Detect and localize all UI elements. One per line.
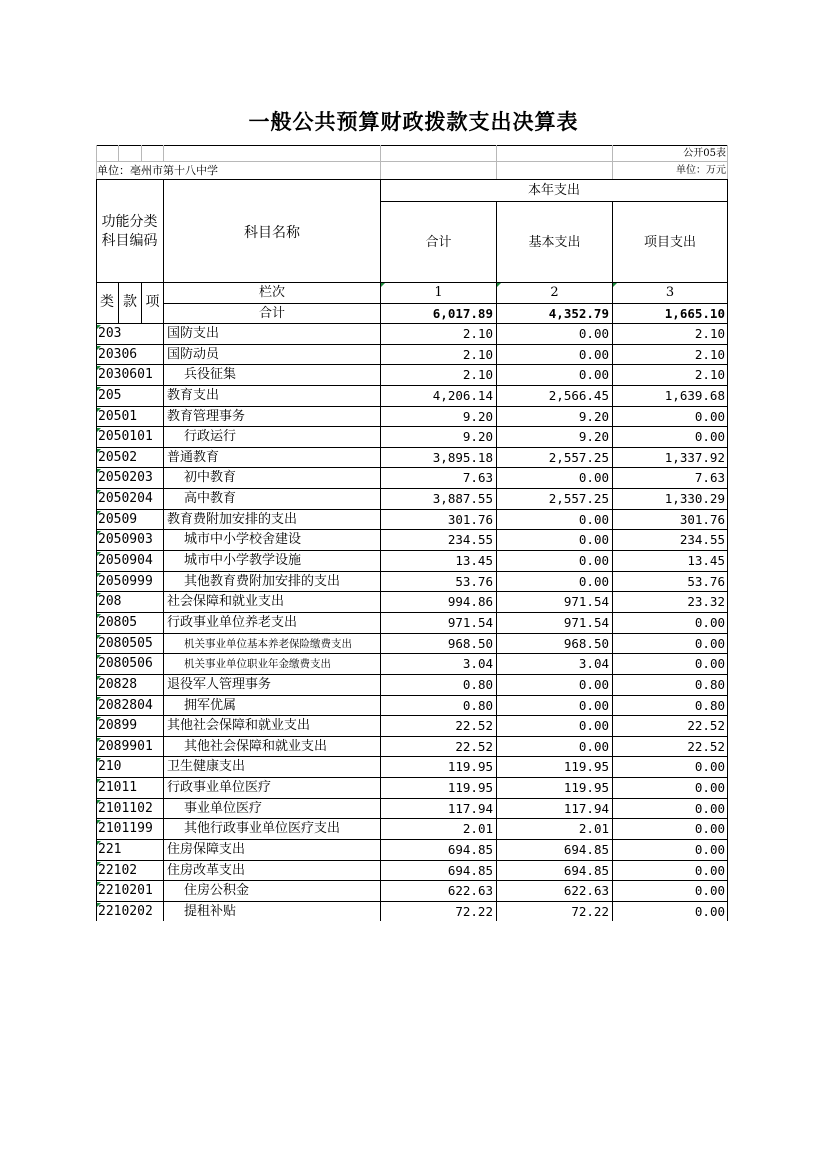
table-row <box>96 675 728 696</box>
row-project: 2.10 <box>694 346 725 362</box>
cell-marker-icon <box>97 531 101 535</box>
row-project: 234.55 <box>679 532 725 548</box>
row-total: 53.76 <box>455 573 493 589</box>
row-code: 20502 <box>98 449 138 465</box>
row-project: 7.63 <box>694 470 725 486</box>
row-name: 普通教育 <box>167 449 220 465</box>
row-project: 0.00 <box>694 883 725 899</box>
row-project: 0.00 <box>694 635 725 651</box>
table-row <box>96 799 728 820</box>
row-code: 2050999 <box>98 573 153 589</box>
table-row <box>96 489 728 510</box>
row-basic: 2,566.45 <box>548 387 609 403</box>
sum-total: 6,017.89 <box>432 306 493 321</box>
row-code: 20899 <box>98 718 138 734</box>
cell-marker-icon <box>97 655 101 659</box>
cell-marker-icon <box>97 614 101 618</box>
table-row <box>96 324 728 345</box>
row-code: 2080506 <box>98 656 153 672</box>
row-code: 2030601 <box>98 367 153 383</box>
row-project: 0.00 <box>694 408 725 424</box>
row-code: 208 <box>98 594 122 610</box>
row-total: 2.10 <box>462 326 493 341</box>
cell-marker-icon <box>97 820 101 824</box>
cell-marker-icon <box>97 387 101 391</box>
sum-label: 合计 <box>258 306 285 321</box>
table-row <box>96 407 728 428</box>
table-row <box>96 840 728 861</box>
cell-marker-icon <box>97 325 101 329</box>
row-name: 住房公积金 <box>184 883 250 899</box>
row-project: 0.00 <box>694 759 725 775</box>
row-name: 住房改革支出 <box>167 862 246 878</box>
row-basic: 117.94 <box>563 800 609 816</box>
row-total: 9.20 <box>462 429 493 445</box>
row-total: 968.50 <box>447 635 493 651</box>
row-total: 234.55 <box>447 532 493 548</box>
row-code: 20828 <box>98 676 138 692</box>
row-name: 兵役征集 <box>184 367 237 383</box>
row-code: 20306 <box>98 346 138 362</box>
row-total: 7.63 <box>462 470 493 486</box>
row-project: 0.00 <box>694 800 725 816</box>
row-name: 高中教育 <box>184 491 237 507</box>
row-code: 2050101 <box>98 429 153 445</box>
row-name: 教育费附加安排的支出 <box>167 511 298 527</box>
header-total: 合计 <box>425 235 452 250</box>
row-code: 2101102 <box>98 800 153 816</box>
row-project: 0.00 <box>694 614 725 630</box>
row-basic: 0.00 <box>578 738 609 754</box>
row-name: 行政事业单位医疗 <box>167 780 272 796</box>
row-code: 2080505 <box>98 635 153 651</box>
row-project: 22.52 <box>687 718 725 734</box>
col-index-3: 3 <box>665 285 675 300</box>
row-basic: 2,557.25 <box>548 449 609 465</box>
row-code: 2089901 <box>98 738 153 754</box>
row-code: 203 <box>98 326 122 341</box>
form-number: 公开05表 <box>683 148 726 159</box>
row-code: 210 <box>98 759 122 775</box>
table-row <box>96 572 728 593</box>
row-total: 3,887.55 <box>432 491 493 507</box>
table-row <box>96 654 728 675</box>
header-code: 功能分类 科目编码 <box>101 214 158 249</box>
header-column-no: 栏次 <box>258 285 285 300</box>
row-total: 694.85 <box>447 862 493 878</box>
row-basic: 968.50 <box>563 635 609 651</box>
cell-marker-icon <box>97 676 101 680</box>
row-code: 21011 <box>98 780 138 796</box>
row-project: 0.00 <box>694 780 725 796</box>
table-row <box>96 448 728 469</box>
table-row <box>96 386 728 407</box>
row-name: 城市中小学教学设施 <box>184 553 302 569</box>
row-code: 2210201 <box>98 883 153 899</box>
row-basic: 72.22 <box>571 903 609 919</box>
header-xiang: 项 <box>145 294 160 310</box>
row-total: 3.04 <box>462 656 493 672</box>
row-code: 2050204 <box>98 491 153 507</box>
cell-marker-icon <box>97 758 101 762</box>
cell-marker-icon <box>97 449 101 453</box>
sum-basic: 4,352.79 <box>548 306 609 321</box>
cell-marker-icon <box>97 408 101 412</box>
row-basic: 2.01 <box>578 821 609 837</box>
table-row <box>96 902 728 923</box>
row-name: 其他社会保障和就业支出 <box>184 738 328 754</box>
table-row <box>96 716 728 737</box>
header-kuan: 款 <box>123 294 137 310</box>
row-name: 其他行政事业单位医疗支出 <box>184 821 341 837</box>
cell-marker-icon <box>97 593 101 597</box>
row-total: 0.80 <box>462 697 493 713</box>
cell-marker-icon <box>97 738 101 742</box>
row-total: 2.10 <box>462 346 493 362</box>
row-total: 3,895.18 <box>432 449 493 465</box>
row-name: 退役军人管理事务 <box>167 676 272 692</box>
row-code: 2050903 <box>98 532 153 548</box>
row-project: 0.00 <box>694 429 725 445</box>
row-basic: 622.63 <box>563 883 609 899</box>
row-code: 22102 <box>98 862 138 878</box>
unit-label: 单位：亳州市第十八中学 <box>97 164 218 177</box>
row-total: 72.22 <box>455 903 493 919</box>
row-basic: 0.00 <box>578 470 609 486</box>
row-total: 0.80 <box>462 676 493 692</box>
row-basic: 694.85 <box>563 862 609 878</box>
row-name: 拥军优属 <box>184 697 237 713</box>
table-row <box>96 778 728 799</box>
row-code: 2210202 <box>98 903 153 919</box>
cell-marker-icon <box>97 428 101 432</box>
table-row <box>96 365 728 386</box>
row-code: 20501 <box>98 408 138 424</box>
row-project: 13.45 <box>687 553 725 569</box>
row-project: 0.80 <box>694 697 725 713</box>
row-name: 城市中小学校舍建设 <box>184 532 302 548</box>
table-row <box>96 757 728 778</box>
row-name: 机关事业单位基本养老保险缴费支出 <box>184 637 352 650</box>
row-basic: 0.00 <box>578 697 609 713</box>
header-project: 项目支出 <box>643 235 696 250</box>
cell-marker-icon <box>97 779 101 783</box>
row-code: 2082804 <box>98 697 153 713</box>
row-project: 23.32 <box>687 594 725 610</box>
header-basic: 基本支出 <box>528 235 581 250</box>
cell-marker-icon <box>97 346 101 350</box>
row-basic: 0.00 <box>578 511 609 527</box>
row-name: 国防动员 <box>167 346 220 362</box>
row-name: 国防支出 <box>167 326 220 341</box>
cell-marker-icon <box>97 469 101 473</box>
row-name: 教育支出 <box>167 387 220 403</box>
row-basic: 119.95 <box>563 780 609 796</box>
row-total: 22.52 <box>455 718 493 734</box>
row-basic: 9.20 <box>578 429 609 445</box>
table-row <box>96 345 728 366</box>
cell-marker-icon <box>97 841 101 845</box>
row-code: 2050904 <box>98 553 153 569</box>
cell-marker-icon <box>97 490 101 494</box>
row-total: 119.95 <box>447 759 493 775</box>
table-row <box>96 551 728 572</box>
row-basic: 3.04 <box>578 656 609 672</box>
cell-marker-icon <box>97 862 101 866</box>
cell-marker-icon <box>97 800 101 804</box>
table-row <box>96 737 728 758</box>
table-row <box>96 696 728 717</box>
cell-marker-icon <box>97 511 101 515</box>
row-project: 1,330.29 <box>664 491 725 507</box>
row-basic: 0.00 <box>578 718 609 734</box>
cell-marker-icon <box>97 573 101 577</box>
row-code: 20805 <box>98 614 138 630</box>
row-basic: 119.95 <box>563 759 609 775</box>
row-basic: 694.85 <box>563 842 609 857</box>
row-total: 119.95 <box>447 780 493 796</box>
cell-marker-icon <box>97 882 101 886</box>
header-lei: 类 <box>100 294 114 310</box>
row-code: 205 <box>98 387 122 403</box>
table-row <box>96 510 728 531</box>
row-basic: 0.00 <box>578 532 609 548</box>
page-title: 一般公共预算财政拨款支出决算表 <box>248 110 579 134</box>
table-row <box>96 592 728 613</box>
col-index-1: 1 <box>434 285 443 300</box>
row-total: 9.20 <box>462 408 493 424</box>
row-project: 0.00 <box>694 862 725 878</box>
row-basic: 0.00 <box>578 676 609 692</box>
row-name: 卫生健康支出 <box>167 759 246 775</box>
cell-marker-icon <box>97 366 101 370</box>
row-code: 20509 <box>98 511 138 527</box>
row-basic: 971.54 <box>563 614 609 630</box>
cell-marker-icon <box>97 697 101 701</box>
table-row <box>96 819 728 840</box>
row-name: 社会保障和就业支出 <box>167 594 285 610</box>
row-total: 2.01 <box>462 821 493 837</box>
table-row <box>96 861 728 882</box>
row-name: 行政运行 <box>184 429 237 445</box>
row-project: 2.10 <box>694 326 725 341</box>
row-basic: 2,557.25 <box>548 491 609 507</box>
row-total: 301.76 <box>447 511 493 527</box>
unit-measure: 单位：万元 <box>676 165 726 176</box>
row-total: 971.54 <box>447 614 493 630</box>
table-row <box>96 613 728 634</box>
row-name: 行政事业单位养老支出 <box>167 614 298 630</box>
row-project: 0.00 <box>694 656 725 672</box>
row-name: 事业单位医疗 <box>184 800 263 816</box>
cell-marker-icon <box>97 717 101 721</box>
budget-table <box>96 145 728 921</box>
row-basic: 0.00 <box>578 367 609 383</box>
row-basic: 9.20 <box>578 408 609 424</box>
row-basic: 0.00 <box>578 326 609 341</box>
row-code: 2101199 <box>98 821 153 837</box>
row-total: 22.52 <box>455 738 493 754</box>
row-project: 2.10 <box>694 367 725 383</box>
table-row <box>96 530 728 551</box>
row-basic: 0.00 <box>578 573 609 589</box>
row-project: 53.76 <box>687 573 725 589</box>
row-project: 301.76 <box>679 511 725 527</box>
row-basic: 971.54 <box>563 594 609 610</box>
header-current-year: 本年支出 <box>527 183 580 198</box>
row-name: 教育管理事务 <box>167 408 246 424</box>
cell-marker-icon <box>97 635 101 639</box>
row-project: 1,337.92 <box>664 449 725 465</box>
row-name: 机关事业单位职业年金缴费支出 <box>184 658 331 671</box>
row-project: 0.00 <box>694 903 725 919</box>
row-code: 2050203 <box>98 470 153 486</box>
row-name: 初中教育 <box>184 470 237 486</box>
row-total: 694.85 <box>447 842 493 857</box>
row-name: 其他社会保障和就业支出 <box>167 718 311 734</box>
row-project: 0.00 <box>694 821 725 837</box>
row-total: 4,206.14 <box>432 387 493 403</box>
table-row <box>96 468 728 489</box>
cell-marker-icon <box>97 552 101 556</box>
row-name: 提租补贴 <box>184 903 237 919</box>
row-name: 住房保障支出 <box>167 842 246 857</box>
row-total: 117.94 <box>447 800 493 816</box>
row-project: 0.00 <box>694 842 725 857</box>
row-total: 13.45 <box>455 553 493 569</box>
row-name: 其他教育费附加安排的支出 <box>184 573 341 589</box>
sum-project: 1,665.10 <box>664 306 725 321</box>
table-row <box>96 634 728 655</box>
row-total: 994.86 <box>447 594 493 610</box>
row-total: 2.10 <box>462 367 493 383</box>
cell-marker-icon <box>97 903 101 907</box>
col-index-2: 2 <box>550 285 559 300</box>
row-code: 221 <box>98 842 122 857</box>
row-project: 22.52 <box>687 738 725 754</box>
row-total: 622.63 <box>447 883 493 899</box>
row-project: 1,639.68 <box>664 387 725 403</box>
table-row <box>96 881 728 902</box>
row-project: 0.80 <box>694 676 725 692</box>
header-name: 科目名称 <box>244 225 300 241</box>
row-basic: 0.00 <box>578 553 609 569</box>
table-row <box>96 427 728 448</box>
row-basic: 0.00 <box>578 346 609 362</box>
